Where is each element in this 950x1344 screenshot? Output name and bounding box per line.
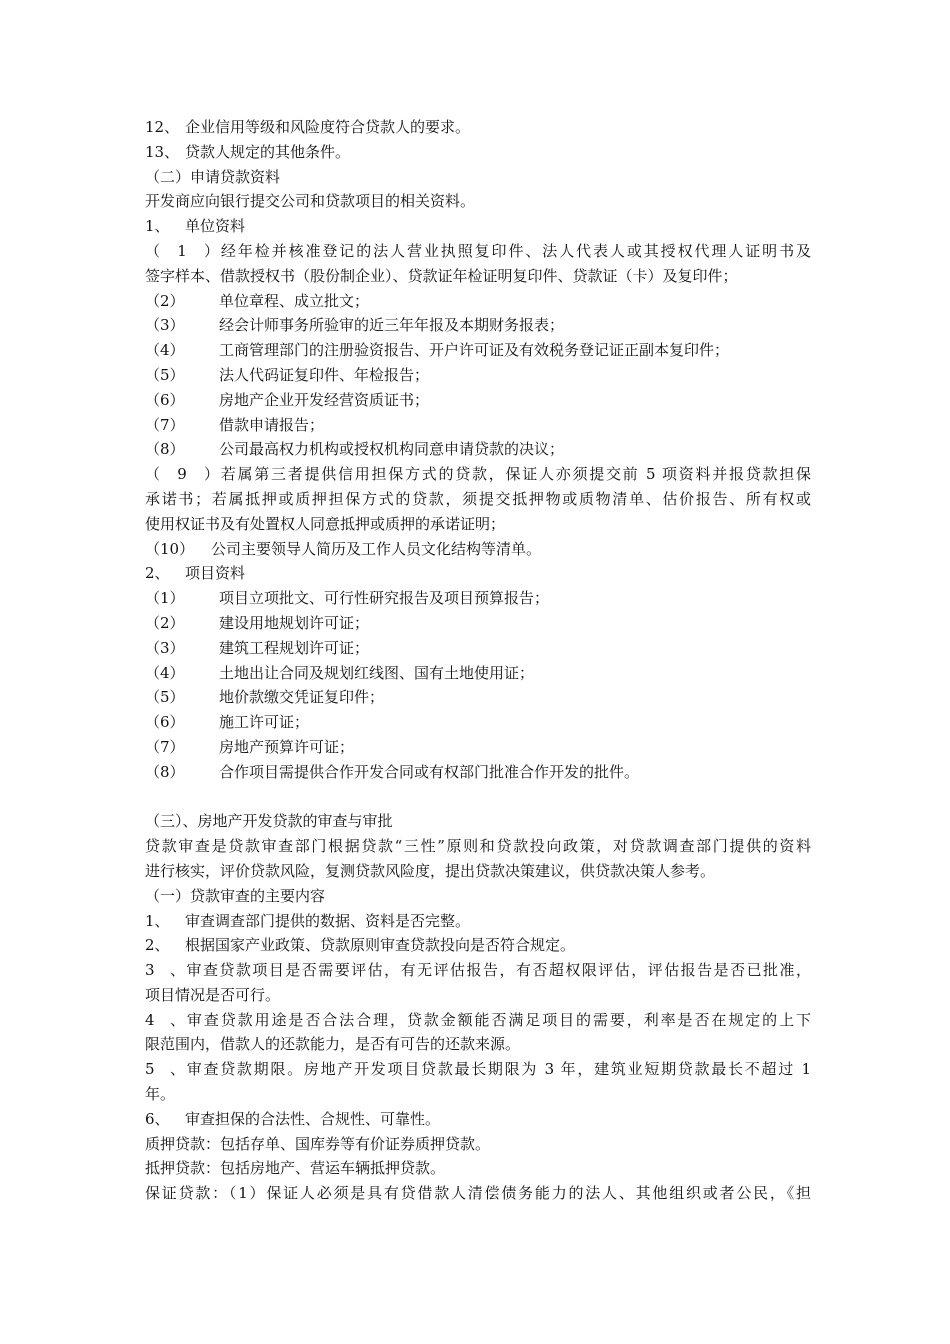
mortgage-loan-line: 抵押贷款：包括房地产、营运车辆抵押贷款。 xyxy=(145,1159,446,1178)
condition-12: 12、 企业信用等级和风险度符合贷款人的要求。 xyxy=(145,118,471,136)
unit-item-7: （7） 借款申请报告； xyxy=(145,415,325,434)
project-item-4: （4） 土地出让合同及规划红线图、国有土地使用证； xyxy=(145,663,535,682)
unit-item-9-cont-2: 使用权证书及有处置权人同意抵押或质押的承诺证明； xyxy=(145,514,506,533)
review-item-6: 6、 审查担保的合法性、合规性、可靠性。 xyxy=(145,1109,441,1128)
project-item-8: （8） 合作项目需提供合作开发合同或有权部门批准合作开发的批件。 xyxy=(145,762,640,781)
unit-item-6: （6） 房地产企业开发经营资质证书； xyxy=(145,390,430,409)
project-item-1: （1） 项目立项批文、可行性研究报告及项目预算报告； xyxy=(145,589,550,608)
unit-item-9: （9）若属第三者提供信用担保方式的贷款，保证人亦须提交前 5 项资料并报贷款担保 xyxy=(145,465,811,484)
review-item-3-cont: 项目情况是否可行。 xyxy=(145,985,281,1004)
project-item-7: （7） 房地产预算许可证； xyxy=(145,737,355,756)
unit-materials-heading: 1、 单位资料 xyxy=(145,217,246,236)
review-paragraph-line-2: 进行核实，评价贷款风险，复测贷款风险度，提出贷款决策建议，供贷款决策人参考。 xyxy=(145,861,716,880)
unit-item-10: （10） 公司主要领导人简历及工作人员文化结构等清单。 xyxy=(145,539,542,558)
review-item-1: 1、 审查调查部门提供的数据、资料是否完整。 xyxy=(145,911,471,930)
section-heading-review: （三）、房地产开发贷款的审查与审批 xyxy=(145,812,393,831)
pledge-loan-line: 质押贷款：包括存单、国库券等有价证券质押贷款。 xyxy=(145,1134,491,1153)
review-item-4-cont: 限范围内，借款人的还款能力，是否有可告的还款来源。 xyxy=(145,1035,521,1054)
blank-line xyxy=(145,785,811,810)
unit-item-5: （5） 法人代码证复印件、年检报告； xyxy=(145,365,430,384)
unit-item-3: （3） 经会计师事务所验审的近三年年报及本期财务报表； xyxy=(145,316,565,335)
guarantee-loan-line: 保证贷款：（1）保证人必须是具有贷借款人清偿债务能力的法人、其他组织或者公民，《担 xyxy=(145,1184,811,1203)
project-item-6: （6） 施工许可证； xyxy=(145,713,310,732)
apply-intro: 开发商应向银行提交公司和贷款项目的相关资料。 xyxy=(145,192,476,211)
unit-item-9-cont-1: 承诺书；若属抵押或质押担保方式的贷款，须提交抵押物或质物清单、估价报告、所有权或 xyxy=(145,489,811,508)
section-heading-content: （一）贷款审查的主要内容 xyxy=(145,886,326,905)
review-paragraph-line-1: 贷款审查是贷款审查部门根据贷款“三性”原则和贷款投向政策，对贷款调查部门提供的资料 xyxy=(145,837,811,856)
project-item-3: （3） 建筑工程规划许可证； xyxy=(145,638,370,657)
document-body xyxy=(145,115,811,1206)
unit-item-4: （4） 工商管理部门的注册验资报告、开户许可证及有效税务登记证正副本复印件； xyxy=(145,341,730,360)
review-item-5-cont: 年。 xyxy=(145,1085,176,1104)
unit-item-8: （8） 公司最高权力机构或授权机构同意申请贷款的决议； xyxy=(145,440,565,459)
project-materials-heading: 2、 项目资料 xyxy=(145,564,246,583)
condition-13: 13、 贷款人规定的其他条件。 xyxy=(145,142,351,161)
unit-item-1: （1）经年检并核准登记的法人营业执照复印件、法人代表人或其授权代理人证明书及 xyxy=(145,241,811,260)
review-item-4: 4、审查贷款用途是否合法合理，贷款金额能否满足项目的需要，利率是否在规定的上下 xyxy=(145,1010,811,1029)
unit-item-1-cont: 签字样本、借款授权书（股份制企业）、贷款证年检证明复印件、贷款证（卡）及复印件； xyxy=(145,266,738,285)
review-item-5: 5、审查贷款期限。房地产开发项目贷款最长期限为 3 年，建筑业短期贷款最长不超过 1 xyxy=(145,1060,811,1079)
review-item-3: 3、审查贷款项目是否需要评估，有无评估报告，有否超权限评估，评估报告是否已批准， xyxy=(145,961,811,980)
unit-item-2: （2） 单位章程、成立批文； xyxy=(145,291,370,310)
review-item-2: 2、 根据国家产业政策、贷款原则审查贷款投向是否符合规定。 xyxy=(145,936,576,955)
section-heading-apply: （二）申请贷款资料 xyxy=(145,167,281,186)
project-item-2: （2） 建设用地规划许可证； xyxy=(145,613,370,632)
project-item-5: （5） 地价款缴交凭证复印件； xyxy=(145,688,385,707)
